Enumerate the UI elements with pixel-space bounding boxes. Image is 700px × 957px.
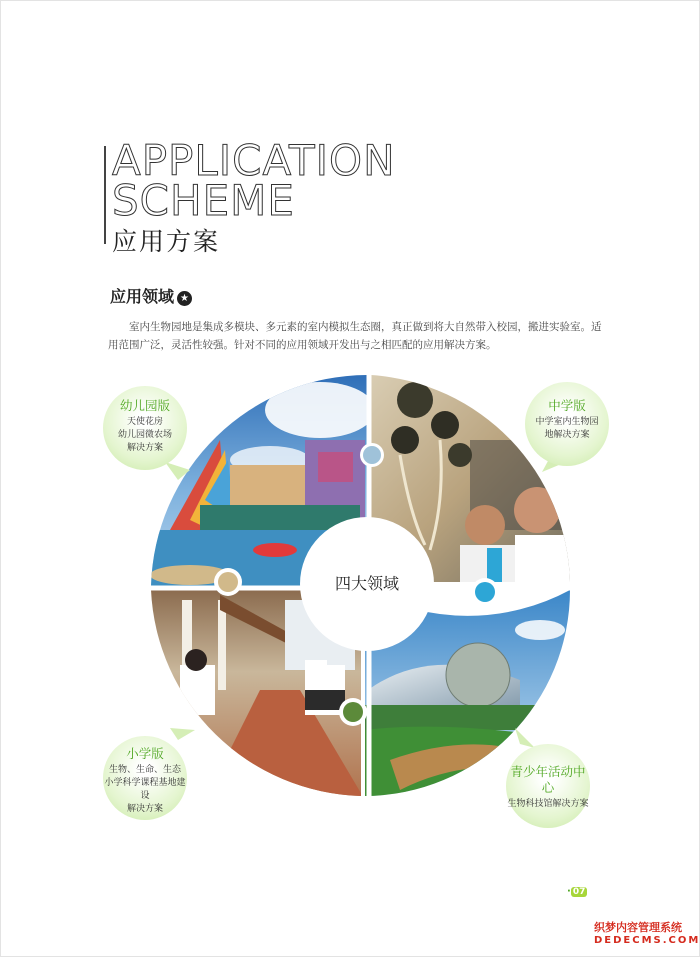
center-label: 四大领域 (334, 574, 399, 593)
area-line: 生物科技馆解决方案 (507, 799, 589, 809)
area-line: 生物、生命、生态 (108, 765, 181, 775)
page-number-dot: · (567, 886, 571, 897)
area-kindergarten (103, 386, 187, 470)
area-line: 天使花房 (126, 417, 163, 427)
section-heading-text: 应用领域 (110, 287, 175, 306)
area-primary-school (103, 736, 187, 820)
area-line: 地解决方案 (544, 430, 590, 440)
watermark-line1: 织梦内容管理系统 (594, 921, 682, 934)
area-title: 中学版 (548, 398, 586, 413)
page-number (567, 886, 587, 897)
star-icon: ★ (177, 291, 192, 306)
area-line: 幼儿园微农场 (117, 430, 172, 440)
title-english-line1: APPLICATION (112, 136, 396, 185)
area-youth-center (506, 744, 590, 828)
area-title: 小学版 (126, 746, 164, 761)
area-line: 解决方案 (126, 804, 163, 814)
title-chinese: 应用方案 (112, 227, 221, 256)
intro-paragraph: 室内生物园地是集成多模块、多元素的室内模拟生态圈，真正做到将大自然带入校园，搬进实验室。适用范围广泛，灵活性较强。针对不同的应用领域开发出与之相匹配的应用解决方案。 (108, 321, 602, 351)
area-title: 青少年活动中心 (510, 764, 586, 795)
area-line: 中学室内生物园 (535, 417, 599, 427)
watermark-line2: DEDECMS.COM (594, 935, 700, 946)
area-title: 幼儿园版 (119, 398, 170, 413)
area-middle-school (525, 382, 609, 466)
area-line: 小学科学课程基地建设 (104, 778, 186, 801)
page-number-value: 07 (572, 887, 586, 897)
area-line: 解决方案 (126, 443, 163, 453)
title-english-line2: SCHEME (112, 176, 295, 225)
